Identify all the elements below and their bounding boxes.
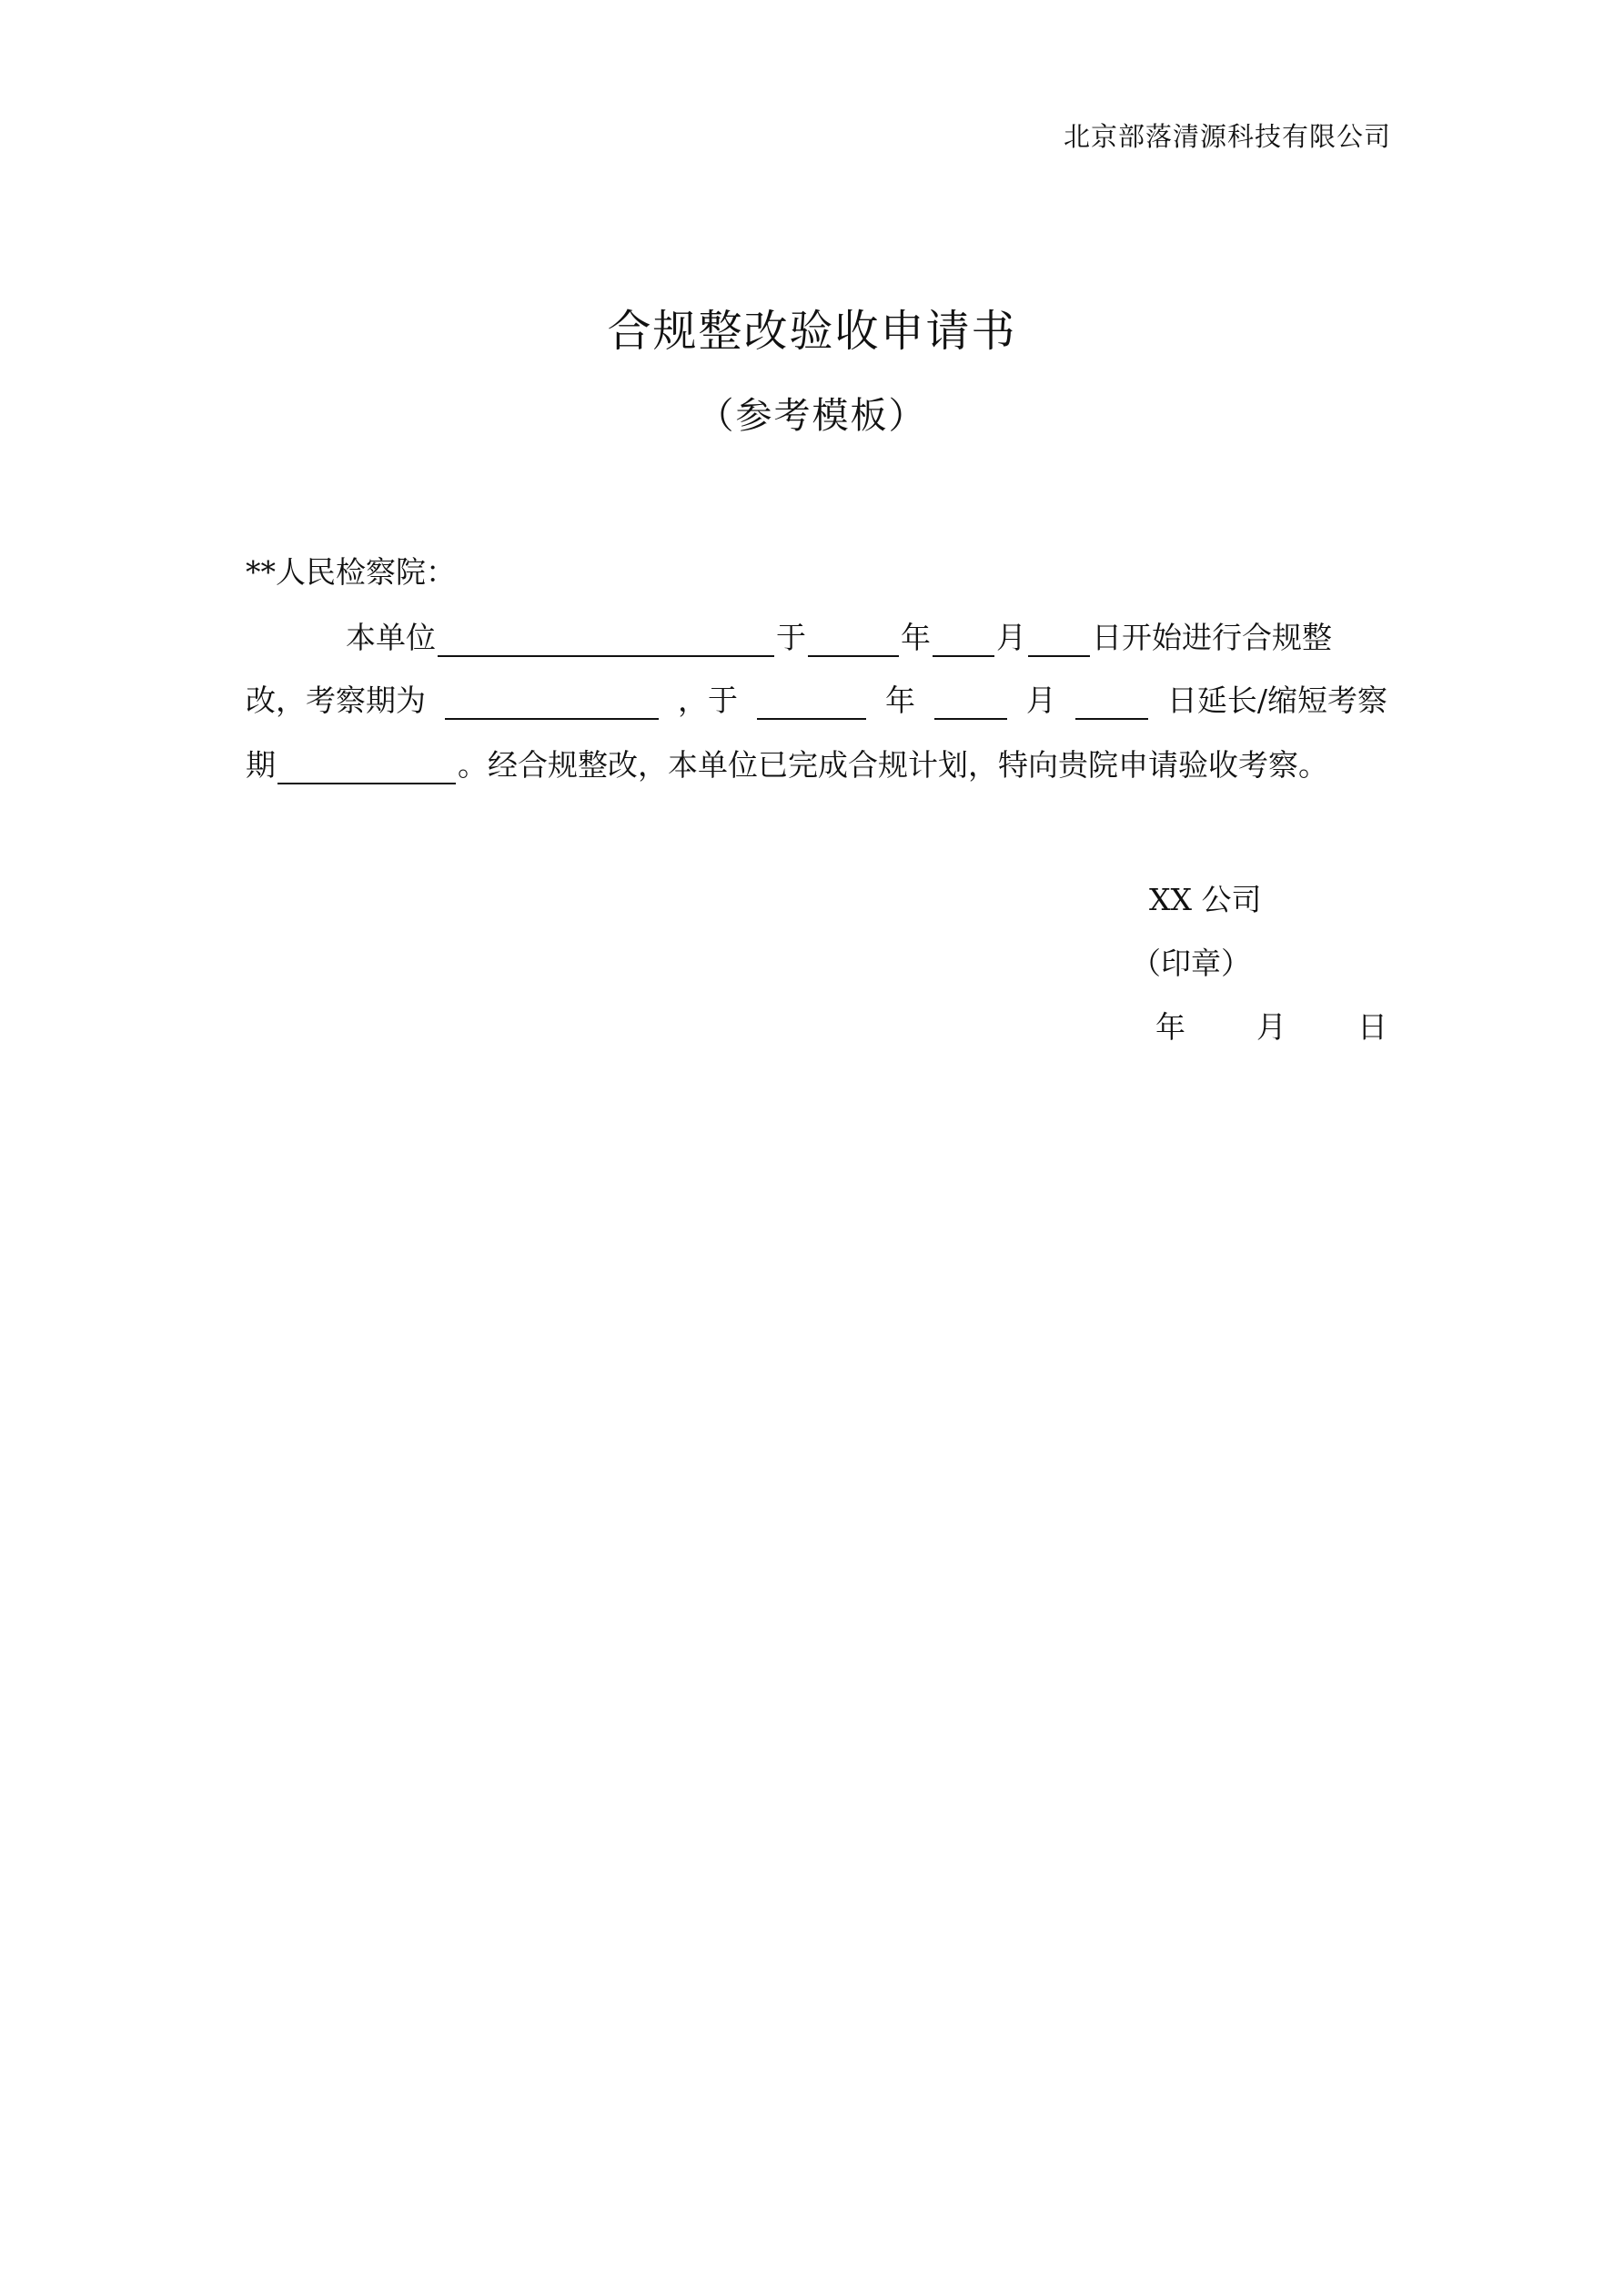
signature-company: XX 公司 <box>1149 882 1262 917</box>
signature-month: 月 <box>1256 1009 1286 1045</box>
header-company-name: 北京部落清源科技有限公司 <box>1063 121 1391 152</box>
signature-date <box>1155 1004 1387 1047</box>
signature-year: 年 <box>1155 1009 1185 1045</box>
extend-year-blank <box>757 685 866 720</box>
unit-name-blank <box>438 622 774 657</box>
new-period-blank <box>277 750 456 784</box>
document-subtitle: （参考模板） <box>697 395 927 437</box>
signature-day: 日 <box>1357 1009 1387 1045</box>
body-text: 月 <box>1025 683 1056 718</box>
inspection-period-blank <box>445 685 659 720</box>
start-day-blank <box>1028 622 1090 657</box>
start-month-blank <box>933 622 994 657</box>
body-text: 年 <box>884 683 915 718</box>
body-text: 日开始进行合规整 <box>1092 620 1332 655</box>
body-text: 。经合规整改，本单位已完成合规计划，特向贵院申请验收考察。 <box>458 747 1328 783</box>
body-text: 月 <box>996 620 1026 655</box>
extend-month-blank <box>934 685 1007 720</box>
body-text: 期 <box>246 747 276 783</box>
document-title: 合规整改验收申请书 <box>607 306 1017 357</box>
body-text: 于 <box>776 620 806 655</box>
body-text: 年 <box>901 620 931 655</box>
body-text: 本单位 <box>346 620 436 655</box>
body-text: 改，考察期为 <box>246 683 426 718</box>
extend-day-blank <box>1075 685 1148 720</box>
signature-seal: （印章） <box>1131 946 1251 981</box>
body-text: 日延长/缩短考察 <box>1166 683 1387 718</box>
body-line-3 <box>246 742 1387 784</box>
addressee: **人民检察院： <box>246 554 456 590</box>
body-text: ，于 <box>677 683 738 718</box>
body-line-2 <box>246 678 1387 720</box>
start-year-blank <box>808 622 899 657</box>
body-line-1 <box>246 614 1387 656</box>
